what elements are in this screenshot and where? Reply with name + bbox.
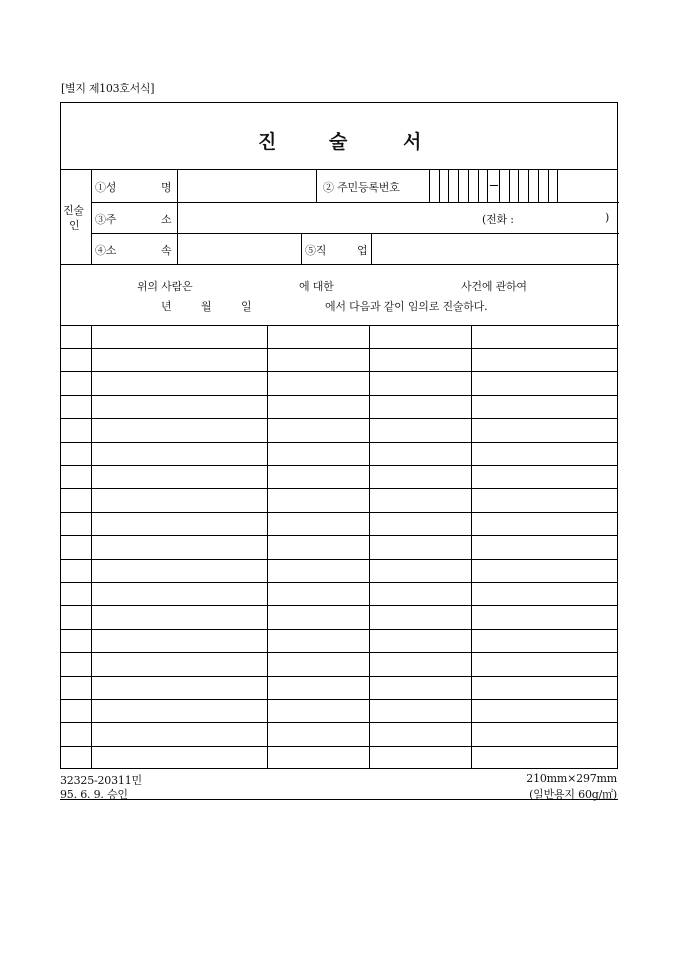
- statement-line1-b: 에 대한: [299, 280, 334, 293]
- statement-day: 일: [241, 300, 252, 313]
- statement-line1-c: 사건에 관하여: [461, 280, 527, 293]
- statement-month: 월: [201, 300, 212, 313]
- paper-size: 210mm×297mm: [526, 772, 617, 785]
- affiliation-label: ④소: [95, 244, 117, 257]
- stater-section-label-1: 진술: [63, 204, 84, 217]
- footer-rule: [60, 799, 618, 800]
- title-char-2: 술: [329, 131, 348, 153]
- stater-section-label-2: 인: [69, 219, 80, 232]
- statement-form: [60, 102, 618, 769]
- paper-type: (일반용지 60g/㎡): [529, 788, 617, 801]
- statement-line1-a: 위의 사람은: [137, 280, 193, 293]
- address-label-end: 소: [161, 213, 172, 226]
- title-char-3: 서: [403, 131, 422, 153]
- approval-date: 95. 6. 9. 승인: [60, 788, 128, 801]
- form-code: 32325-20311민: [60, 774, 142, 787]
- phone-close: ): [605, 211, 610, 224]
- form-caption: [별지 제103호서식]: [61, 82, 155, 95]
- statement-year: 년: [161, 300, 172, 313]
- name-label: ①성: [95, 181, 117, 194]
- ssn-boxes[interactable]: [429, 170, 567, 202]
- phone-label: (전화 :: [482, 213, 514, 226]
- name-label-end: 명: [161, 181, 172, 194]
- statement-line2-rest: 에서 다음과 같이 임의로 진술하다.: [325, 300, 488, 313]
- title-row: [61, 103, 617, 170]
- title-char-1: 진: [258, 131, 277, 153]
- affiliation-label-end: 속: [161, 244, 172, 257]
- address-label: ③주: [95, 213, 117, 226]
- job-label-end: 업: [357, 244, 368, 257]
- job-label: ⑤직: [305, 244, 327, 257]
- ssn-label: ② 주민등록번호: [323, 181, 400, 194]
